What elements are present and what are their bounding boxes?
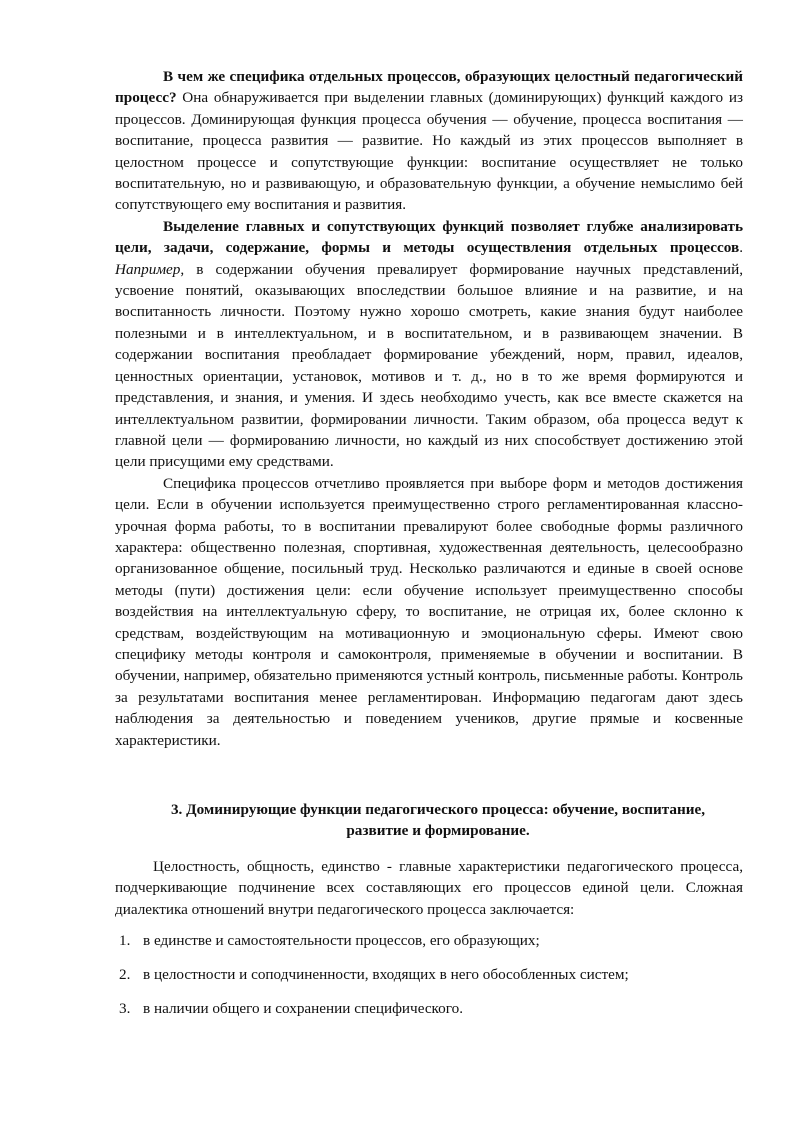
document-page: [115, 66, 743, 1032]
list-item-text: в наличии общего и сохранении специфического.: [143, 1000, 463, 1018]
list-item-text: в единстве и самостоятельности процессов, его образующих;: [143, 932, 540, 950]
section-heading: 3. Доминирующие функции педагогического процесса: обучение, воспитание, развитие и формирование.: [170, 801, 706, 840]
paragraph-body: Она обнаруживается при выделении главных (доминирующих) функций каждого из процессов. Доминирующая функция процесса обучения — обучение, процесса воспитания — воспитание, процесса развития — развитие. Но каждый из этих процессов выполняет в целостном процессе и сопутствующие функции: воспитание осуществляет не только воспитательную, но и развивающую, и образовательную функции, а обучение немыслимо бей сопутствующего ему воспитания и развития.: [115, 89, 743, 214]
list-item: [115, 998, 743, 1019]
list-item-number: 2.: [119, 966, 131, 984]
paragraph-body: Целостность, общность, единство - главные характеристики педагогического процесса, подчеркивающие подчинение всех составляющих его процессов единой цели. Сложная диалектика отношений внутри педагогического процесса заключается:: [115, 857, 743, 918]
paragraph-functions: [115, 216, 743, 473]
list-item-text: в целостности и соподчиненности, входящих в него обособленных систем;: [143, 966, 629, 984]
paragraph-body: , в содержании обучения превалирует формирование научных представлений, усвоение понятий, оказывающих впоследствии большое влияние и на развитие, и на воспитанность личности. Поэтому нужно хорошо смотреть, какие знания будут наиболее полезными и в интеллектуальном, и в воспитательном, и в развивающем значении. В содержании воспитания преобладает формирование убеждений, норм, правил, идеалов, ценностных ориентации, установок, мотивов и т. д., но в то же время формируются и представления, и знания, и умения. И здесь необходимо учесть, как все вместе скажется на интеллектуальном развитии, формировании личности. Таким образом, оба процесса ведут к главной цели — формированию личности, но каждый из них способствует достижению этой цели присущими ему средствами.: [115, 260, 743, 471]
list-item-number: 3.: [119, 1000, 131, 1018]
paragraph-lead-question: В чем же специфика отдельных процессов, образующих целостный педагогический процесс?: [115, 68, 743, 107]
list-item: [115, 930, 743, 951]
numbered-list: [115, 930, 743, 1019]
paragraph-lead-statement: Выделение главных и сопутствующих функций позволяет глубже анализировать цели, задачи, содержание, формы и методы осуществления отдельных процессов: [115, 217, 743, 257]
paragraph-forms-methods: [115, 473, 743, 751]
paragraph-body: Специфика процессов отчетливо проявляется при выборе форм и методов достижения цели. Если в обучении используется преимущественно строго регламентированная классно-урочная форма работы, то в воспитании превалируют более свободные формы различного характера: общественно полезная, спортивная, художественная деятельность, целесообразно организованное общение, посильный труд. Несколько различаются и единые в своей основе методы (пути) достижения цели: если обучение использует преимущественно способы воздействия на интеллектуальную сферу, то воспитание, не отрицая их, более склонно к средствам, воздействующим на мотивационную и эмоциональную сферы. Имеют свою специфику методы контроля и самоконтроля, применяемые в обучении и воспитании. В обучении, например, обязательно применяются устный контроль, письменные работы. Контроль за результатами воспитания менее регламентирован. Информацию педагогам дают здесь наблюдения за деятельностью и поведением учеников, другие прямые и косвенные характеристики.: [115, 474, 743, 749]
paragraph-example-word: Например: [115, 260, 181, 278]
list-item-number: 1.: [119, 932, 131, 950]
paragraph-specifics: [115, 66, 743, 216]
list-item: [115, 964, 743, 985]
paragraph-integrity: [115, 856, 743, 920]
paragraph-punct: .: [739, 239, 743, 257]
